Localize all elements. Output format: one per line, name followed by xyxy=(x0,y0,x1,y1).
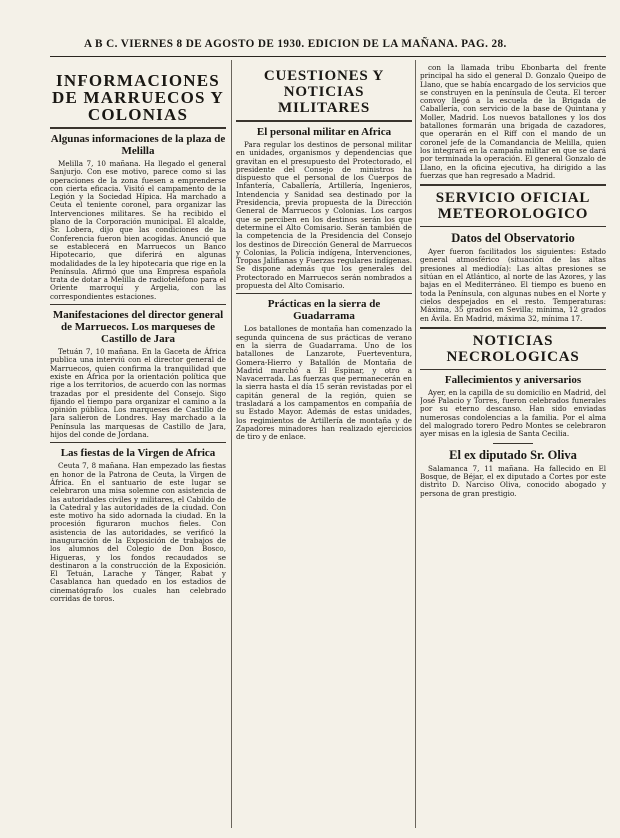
section-heading-militares: CUESTIONES Y NOTICIAS MILITARES xyxy=(263,68,385,116)
article-title: Fallecimientos y aniversarios xyxy=(444,373,582,386)
article-body: Melilla 7, 10 mañana. Ha llegado el general Sanjurjo. Con ese motivo, parece como si las operaciones de la zona fuesen a emprenderse con cierta eficacia. Visitó el campamento de la Legión y la Sociedad Hípica. Ha marchado a Ceuta el teniente coronel, para organizar las Intervenciones militares. Se ha recibido el plano de la Corporación municipal. El alcalde, Sr. Lobera, dijo que las condiciones de la Conferencia fueron bien acogidas. Anunció que se establecerá en Marruecos un Banco Hipotecario, que diferirá en algunas modalidades de la ley hipotecaria que rige en la Península. Afirmó que una Empresa española trata de dotar a Melilla de radioteléfono para el Oriente marroquí y Argelia, con las correspondientes estaciones. xyxy=(50,159,226,301)
divider xyxy=(50,304,226,305)
article-title: Prácticas en la sierra de Guadarrama xyxy=(267,298,381,323)
article-body: Ceuta 7, 8 mañana. Han empezado las fiestas en honor de la Patrona de Ceuta, la Virgen de África. En el santuario de este lugar se celebraron una misa solemne con asistencia de las autoridades civiles y militares, el Cabildo de la Catedral y las autoridades de la ciudad. Con este motivo ha sido adornada la ciudad. En la procesión figuraron muchos fieles. Con asistencia de las autoridades, se verificó la inauguración de la Exposición de trabajos de los alumnos del Colegio de Don Bosco, Higueras, y los fondos recaudados se destinaron a la construcción de la Exposición. El Tetuán, Larache y Tánger, Rabat y Casablanca han quedado en los estadios de cinematógrafo los cuales han celebrado corridas de toros. xyxy=(50,461,226,604)
top-rule xyxy=(50,56,606,57)
article-title: El ex diputado Sr. Oliva xyxy=(449,447,577,462)
divider xyxy=(50,127,226,129)
article-body: Los batallones de montaña han comenzado la segunda quincena de sus prácticas de verano en la sierra de Guadarrama. Uno de los batallones de Lanzarote, Fuerteventura, Gomera-Hierro y Batallón de Montaña de Madrid marchó a El Espinar, y otro a Navacerrada. Las fuerzas que permanecerán en la sierra hasta el día 15 serán revistadas por el capitán general de la región, quien se trasladará a los campamentos en compañía de su Estado Mayor. Además de estas unidades, los regimientos de Artillería de montaña y de Zapadores minadores han realizado ejercicios de tiro y de enlace. xyxy=(236,324,412,442)
divider xyxy=(236,293,412,294)
column-meteorologico xyxy=(420,64,606,824)
article-title: Datos del Observatorio xyxy=(451,231,575,246)
article-body: Salamanca 7, 11 mañana. Ha fallecido en El Bosque, de Béjar, el ex diputado a Cortes por este distrito D. Narciso Oliva, conocido abogado y persona de gran prestigio. xyxy=(420,463,606,498)
divider xyxy=(420,184,606,186)
divider xyxy=(50,442,226,443)
running-head: A B C. VIERNES 8 DE AGOSTO DE 1930. EDICION DE LA MAÑANA. PAG. 28. xyxy=(84,38,507,50)
article-title: El personal militar en Africa xyxy=(256,126,392,138)
section-heading-marruecos: INFORMACIONES DE MARRUECOS Y COLONIAS xyxy=(51,71,224,124)
divider xyxy=(236,120,412,122)
section-heading-necrologicas: NOTICIAS NECROLOGICAS xyxy=(446,332,580,365)
column-marruecos xyxy=(50,64,226,824)
column-divider xyxy=(415,60,416,828)
article-title: Manifestaciones del director general de Marruecos. Los marqueses de Castillo de Jara xyxy=(52,309,224,346)
article-body: Ayer fueron facilitados los siguientes: Estado general atmosférico (situación de las altas presiones al mediodía): Las altas presiones se sitúan en el Atlántico, al norte de las Azores, y las bajas en el Mediterráneo. El tiempo es bueno en toda la Península, con algunas nubes en el Norte y cielos despejados en el resto. Temperaturas: Máxima, 35 grados en Sevilla; mínima, 12 grados en Ávila. En Madrid, máxima 32, mínima 17. xyxy=(420,247,606,323)
article-title: Las fiestas de la Virgen de Africa xyxy=(60,447,216,460)
column-militares xyxy=(236,64,412,824)
article-title: Algunas informaciones de la plaza de Melilla xyxy=(50,133,226,157)
column-divider xyxy=(231,60,232,828)
section-heading-meteorologico: SERVICIO OFICIAL METEOROLOGICO xyxy=(435,190,591,223)
divider xyxy=(493,443,533,444)
article-body: Tetuán 7, 10 mañana. En la Gaceta de África publica una interviú con el director general de Marruecos, quien confirma la tranquilidad que existe en África por la orientación política que rige a los territorios, de acuerdo con las normas trazadas por el presidente del Consejo. Sigo fijando el tiempo para organizar el camino a la opinión pública. Los marqueses de Castillo de Jara salieron de Londres. Hay marchado a la Península las marquesas de Castillo de Jara, hijos del conde de Jordana. xyxy=(50,347,226,440)
article-body: Para regular los destinos de personal militar en unidades, organismos y dependencias que gravitan en el presupuesto del Protectorado, el presidente del Consejo de ministros ha dispuesto que el personal de los Cuerpos de Infantería, Caballería, Artillería, Ingenieros, Intendencia y Sanidad sea destinado por la Presidencia, previa propuesta de la Dirección General de Marruecos y Colonias. Los cargos que se perciben en los destinos serán los que determine el Alto Comisario. Serán también de la competencia de la Presidencia del Consejo los destinos de Dirección General de Marruecos y Colonias, la Policía indígena, Intervenciones, Tropas Jalifianas y Fuerzas regulares indígenas. Se dispone además que los generales del Protectorado en Marruecos serán nombrados a propuesta del Alto Comisario. xyxy=(236,140,412,291)
article-body: con la llamada tribu Ebonbarta del frente principal ha sido el general D. Gonzalo Queipo de Llano, que se había encargado de los servicios que se construyen en la península de Ceuta. El tercer convoy llegó a la escuela de la Brigada de Caballería, con servicio de la base de Quintana y Moller, Madrid. Los nuevos batallones y los dos batallones formarán una brigada de cazadores, que operarán en el Riff con el mando de un coronel jefe de la Comandancia de Melilla, quien los integrará en la campaña militar en que se dará por terminada la operación. El general Gonzalo de Llano, en la oficina ejecutiva, ha dirigido a las fuerzas que han regresado a Madrid. xyxy=(420,64,606,180)
article-body: Ayer, en la capilla de su domicilio en Madrid, del José Palacio y Torres, fueron celebrados funerales por su eterno descanso. Han sido enviadas numerosas condolencias a la familia. Por el alma del malogrado torero Pedro Montes se celebraron ayer misas en la iglesia de Santa Cecilia. xyxy=(420,387,606,439)
divider xyxy=(420,226,606,227)
divider xyxy=(420,369,606,370)
divider xyxy=(420,327,606,329)
